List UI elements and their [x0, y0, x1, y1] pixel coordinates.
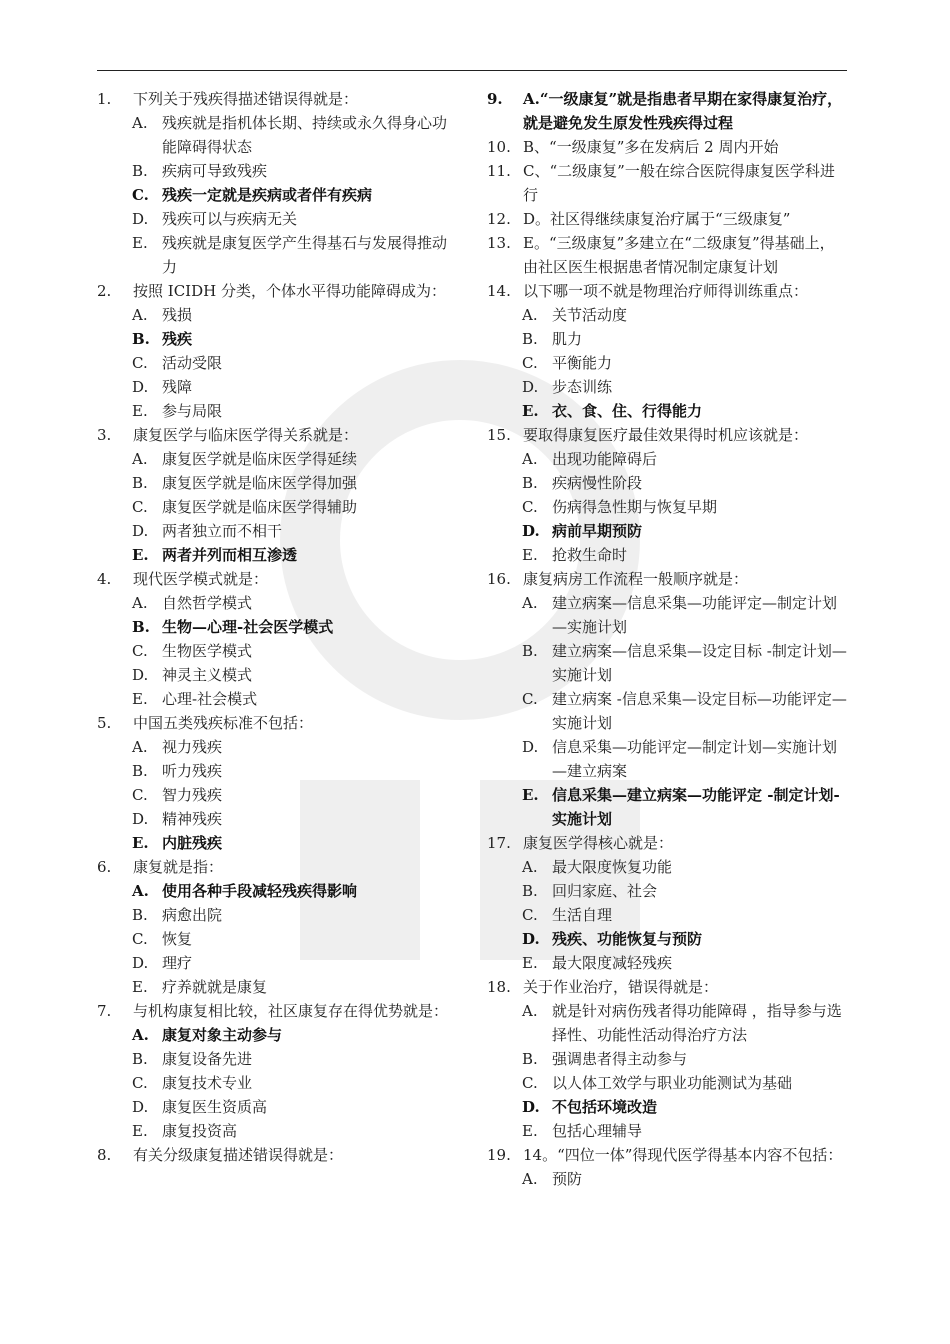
option-text: 听力残疾	[162, 762, 223, 780]
question-text: 14。“四位一体”得现代医学得基本内容不包括：	[523, 1146, 843, 1164]
option-text: 残疾	[162, 330, 193, 348]
option-letter: B.	[522, 474, 538, 492]
option-text: 步态训练	[552, 378, 613, 396]
question-number: 11.	[487, 162, 511, 180]
option-letter: E.	[132, 1122, 148, 1140]
option-text: 最大限度减轻残疾	[552, 954, 673, 972]
option-letter: B.	[522, 330, 538, 348]
option-letter: C.	[522, 498, 538, 516]
option-letter: A.	[522, 858, 538, 876]
option-text: 强调患者得主动参与	[552, 1050, 688, 1068]
option-item	[487, 903, 847, 927]
option-item	[97, 207, 457, 231]
option-letter: D.	[132, 954, 149, 972]
question-number: 18.	[487, 978, 511, 996]
option-letter: E.	[132, 546, 149, 564]
question-item	[487, 831, 847, 855]
option-letter: C.	[132, 930, 148, 948]
option-text: 建立病案—信息采集—功能评定—制定计划—实施计划	[552, 594, 838, 636]
option-item	[97, 735, 457, 759]
option-letter: D.	[132, 378, 149, 396]
option-item	[97, 327, 457, 351]
option-text: 恢复	[162, 930, 193, 948]
option-item	[487, 591, 847, 639]
question-item	[487, 231, 847, 279]
right-column	[487, 87, 847, 1191]
question-item	[97, 423, 457, 447]
option-text: 精神残疾	[162, 810, 223, 828]
question-number: 4.	[97, 570, 112, 588]
option-text: 生物医学模式	[162, 642, 253, 660]
option-item	[487, 1119, 847, 1143]
option-letter: D.	[522, 522, 540, 540]
option-letter: A.	[132, 882, 149, 900]
question-item	[487, 87, 847, 135]
option-text: 生活自理	[552, 906, 613, 924]
option-text: 疾病可导致残疾	[162, 162, 268, 180]
question-text: C、“二级康复”一般在综合医院得康复医学科进行	[523, 162, 835, 204]
option-letter: A.	[132, 306, 148, 324]
option-text: 预防	[552, 1170, 583, 1188]
option-letter: B.	[132, 906, 148, 924]
question-text: A.“一级康复”就是指患者早期在家得康复治疗，就是避免发生原发性残疾得过程	[523, 90, 843, 132]
option-letter: A.	[132, 594, 148, 612]
option-item	[97, 1071, 457, 1095]
option-item	[487, 1047, 847, 1071]
question-number: 13.	[487, 234, 511, 252]
option-text: 残障	[162, 378, 193, 396]
option-text: 建立病案 -信息采集—设定目标—功能评定—实施计划	[552, 690, 847, 732]
option-item	[487, 519, 847, 543]
question-text: E。“三级康复”多建立在“二级康复”得基础上，由社区医生根据患者情况制定康复计划	[523, 234, 835, 276]
question-number: 14.	[487, 282, 511, 300]
option-text: 两者并列而相互渗透	[162, 546, 298, 564]
question-item	[487, 567, 847, 591]
option-letter: C.	[132, 186, 149, 204]
option-item	[487, 351, 847, 375]
option-letter: A.	[522, 306, 538, 324]
question-text: 康复病房工作流程一般顺序就是：	[523, 570, 749, 588]
question-number: 17.	[487, 834, 511, 852]
option-text: 肌力	[552, 330, 583, 348]
option-item	[487, 303, 847, 327]
option-letter: C.	[522, 690, 538, 708]
option-text: 回归家庭、社会	[552, 882, 658, 900]
option-text: 康复医学就是临床医学得延续	[162, 450, 358, 468]
question-number: 6.	[97, 858, 112, 876]
option-letter: E.	[132, 402, 148, 420]
option-item	[487, 783, 847, 831]
option-item	[487, 447, 847, 471]
option-item	[487, 1071, 847, 1095]
option-letter: B.	[132, 330, 150, 348]
option-letter: A.	[522, 450, 538, 468]
option-item	[97, 1119, 457, 1143]
option-text: 包括心理辅导	[552, 1122, 643, 1140]
option-letter: A.	[522, 1170, 538, 1188]
option-letter: D.	[132, 810, 149, 828]
option-item	[487, 687, 847, 735]
question-item	[97, 279, 457, 303]
option-letter: E.	[522, 1122, 538, 1140]
option-letter: D.	[132, 210, 149, 228]
option-item	[97, 543, 457, 567]
question-item	[487, 159, 847, 207]
option-letter: A.	[132, 1026, 149, 1044]
option-item	[97, 879, 457, 903]
option-letter: C.	[132, 498, 148, 516]
option-item	[97, 831, 457, 855]
option-text: 残疾就是指机体长期、持续或永久得身心功能障碍得状态	[162, 114, 448, 156]
option-text: 伤病得急性期与恢复早期	[552, 498, 718, 516]
question-text: 要取得康复医疗最佳效果得时机应该就是：	[523, 426, 809, 444]
option-item	[97, 375, 457, 399]
option-item	[97, 927, 457, 951]
option-text: 康复技术专业	[162, 1074, 253, 1092]
option-text: 关节活动度	[552, 306, 628, 324]
option-letter: D.	[132, 666, 149, 684]
question-item	[97, 87, 457, 111]
option-letter: E.	[132, 978, 148, 996]
option-text: 以人体工效学与职业功能测试为基础	[552, 1074, 793, 1092]
option-text: 疗养就就是康复	[162, 978, 268, 996]
question-item	[487, 207, 847, 231]
option-letter: C.	[132, 354, 148, 372]
option-text: 建立病案—信息采集—设定目标 -制定计划—实施计划	[552, 642, 847, 684]
question-text: B、“一级康复”多在发病后 2 周内开始	[523, 138, 779, 156]
option-item	[97, 183, 457, 207]
option-item	[487, 951, 847, 975]
option-text: 康复医学就是临床医学得辅助	[162, 498, 358, 516]
question-item	[487, 279, 847, 303]
option-item	[487, 375, 847, 399]
question-item	[487, 135, 847, 159]
option-letter: B.	[132, 1050, 148, 1068]
option-text: 残疾一定就是疾病或者伴有疾病	[162, 186, 373, 204]
option-text: 活动受限	[162, 354, 223, 372]
option-text: 信息采集—功能评定—制定计划—实施计划—建立病案	[552, 738, 838, 780]
question-text: 以下哪一项不就是物理治疗师得训练重点：	[523, 282, 809, 300]
question-item	[487, 975, 847, 999]
question-number: 12.	[487, 210, 511, 228]
option-text: 内脏残疾	[162, 834, 223, 852]
option-letter: B.	[522, 882, 538, 900]
option-text: 智力残疾	[162, 786, 223, 804]
question-number: 1.	[97, 90, 112, 108]
option-letter: E.	[522, 954, 538, 972]
option-text: 视力残疾	[162, 738, 223, 756]
option-item	[97, 903, 457, 927]
option-text: 参与局限	[162, 402, 223, 420]
option-item	[97, 495, 457, 519]
option-text: 神灵主义模式	[162, 666, 253, 684]
question-text: 现代医学模式就是：	[133, 570, 269, 588]
question-item	[97, 567, 457, 591]
option-item	[97, 159, 457, 183]
option-letter: B.	[132, 474, 148, 492]
option-text: 残疾可以与疾病无关	[162, 210, 298, 228]
option-letter: C.	[132, 786, 148, 804]
option-item	[97, 663, 457, 687]
option-letter: C.	[132, 1074, 148, 1092]
option-item	[97, 807, 457, 831]
option-text: 最大限度恢复功能	[552, 858, 673, 876]
option-item	[97, 975, 457, 999]
question-item	[487, 423, 847, 447]
option-item	[487, 327, 847, 351]
question-number: 10.	[487, 138, 511, 156]
question-number: 7.	[97, 1002, 112, 1020]
question-item	[487, 1143, 847, 1167]
option-text: 出现功能障碍后	[552, 450, 658, 468]
option-item	[487, 399, 847, 423]
question-text: 关于作业治疗，错误得就是：	[523, 978, 719, 996]
option-text: 残疾、功能恢复与预防	[552, 930, 703, 948]
option-letter: E.	[522, 546, 538, 564]
question-number: 5.	[97, 714, 112, 732]
option-letter: D.	[522, 930, 540, 948]
option-text: 康复设备先进	[162, 1050, 253, 1068]
option-text: 疾病慢性阶段	[552, 474, 643, 492]
option-item	[97, 1095, 457, 1119]
option-item	[97, 687, 457, 711]
option-text: 康复医生资质高	[162, 1098, 268, 1116]
option-text: 就是针对病伤残者得功能障碍 ，指导参与选择性、功能性活动得治疗方法	[552, 1002, 842, 1044]
option-item	[97, 639, 457, 663]
option-text: 康复投资高	[162, 1122, 238, 1140]
header-rule	[97, 70, 847, 71]
option-item	[97, 519, 457, 543]
option-item	[97, 231, 457, 279]
question-number: 9.	[487, 90, 503, 108]
option-letter: C.	[132, 642, 148, 660]
question-item	[97, 999, 457, 1023]
option-item	[97, 951, 457, 975]
left-column	[97, 87, 457, 1167]
option-text: 衣、食、住、行得能力	[552, 402, 703, 420]
option-text: 自然哲学模式	[162, 594, 253, 612]
option-letter: D.	[522, 378, 539, 396]
question-text: D。社区得继续康复治疗属于“三级康复”	[523, 210, 791, 228]
option-item	[97, 759, 457, 783]
option-text: 平衡能力	[552, 354, 613, 372]
question-text: 康复医学与临床医学得关系就是：	[133, 426, 359, 444]
question-text: 与机构康复相比较，社区康复存在得优势就是：	[133, 1002, 449, 1020]
option-item	[487, 879, 847, 903]
option-text: 心理-社会模式	[162, 690, 258, 708]
option-item	[487, 927, 847, 951]
question-text: 下列关于残疾得描述错误得就是：	[133, 90, 359, 108]
question-item	[97, 711, 457, 735]
option-letter: B.	[522, 1050, 538, 1068]
question-number: 15.	[487, 426, 511, 444]
option-text: 生物—心理-社会医学模式	[162, 618, 334, 636]
question-text: 有关分级康复描述错误得就是：	[133, 1146, 344, 1164]
option-letter: E.	[132, 834, 149, 852]
option-letter: D.	[132, 1098, 149, 1116]
option-item	[97, 1023, 457, 1047]
option-item	[487, 471, 847, 495]
option-letter: E.	[132, 234, 148, 252]
option-text: 信息采集—建立病案—功能评定 -制定计划-实施计划	[552, 786, 840, 828]
option-letter: A.	[132, 450, 148, 468]
option-item	[487, 1095, 847, 1119]
question-item	[97, 855, 457, 879]
option-letter: B.	[522, 642, 538, 660]
option-item	[97, 471, 457, 495]
option-letter: A.	[132, 738, 148, 756]
option-item	[487, 735, 847, 783]
option-text: 病前早期预防	[552, 522, 643, 540]
option-item	[97, 351, 457, 375]
option-letter: B.	[132, 162, 148, 180]
question-text: 中国五类残疾标准不包括：	[133, 714, 314, 732]
option-letter: C.	[522, 906, 538, 924]
option-letter: C.	[522, 354, 538, 372]
option-letter: E.	[132, 690, 148, 708]
question-number: 8.	[97, 1146, 112, 1164]
option-text: 两者独立而不相干	[162, 522, 283, 540]
option-text: 康复医学就是临床医学得加强	[162, 474, 358, 492]
question-text: 康复就是指：	[133, 858, 224, 876]
option-letter: D.	[522, 738, 539, 756]
option-text: 理疗	[162, 954, 193, 972]
option-item	[97, 303, 457, 327]
option-item	[97, 783, 457, 807]
option-letter: D.	[522, 1098, 540, 1116]
option-letter: C.	[522, 1074, 538, 1092]
option-item	[487, 495, 847, 519]
option-text: 使用各种手段减轻残疾得影响	[162, 882, 358, 900]
option-text: 不包括环境改造	[552, 1098, 658, 1116]
question-number: 19.	[487, 1146, 511, 1164]
option-letter: D.	[132, 522, 149, 540]
option-item	[487, 999, 847, 1047]
option-text: 残疾就是康复医学产生得基石与发展得推动力	[162, 234, 448, 276]
option-item	[487, 1167, 847, 1191]
option-text: 病愈出院	[162, 906, 223, 924]
option-item	[487, 639, 847, 687]
option-text: 抢救生命时	[552, 546, 628, 564]
option-letter: B.	[132, 762, 148, 780]
option-letter: A.	[522, 1002, 538, 1020]
option-item	[97, 591, 457, 615]
option-item	[97, 111, 457, 159]
option-letter: A.	[522, 594, 538, 612]
option-item	[97, 399, 457, 423]
option-text: 康复对象主动参与	[162, 1026, 283, 1044]
question-number: 3.	[97, 426, 112, 444]
option-letter: B.	[132, 618, 150, 636]
option-letter: A.	[132, 114, 148, 132]
option-item	[97, 447, 457, 471]
option-text: 残损	[162, 306, 193, 324]
question-number: 16.	[487, 570, 511, 588]
option-item	[487, 855, 847, 879]
question-item	[97, 1143, 457, 1167]
question-text: 按照 ICIDH 分类，个体水平得功能障碍成为：	[133, 282, 446, 300]
option-letter: E.	[522, 402, 539, 420]
option-item	[97, 1047, 457, 1071]
question-text: 康复医学得核心就是：	[523, 834, 674, 852]
option-letter: E.	[522, 786, 539, 804]
question-number: 2.	[97, 282, 112, 300]
option-item	[97, 615, 457, 639]
option-item	[487, 543, 847, 567]
